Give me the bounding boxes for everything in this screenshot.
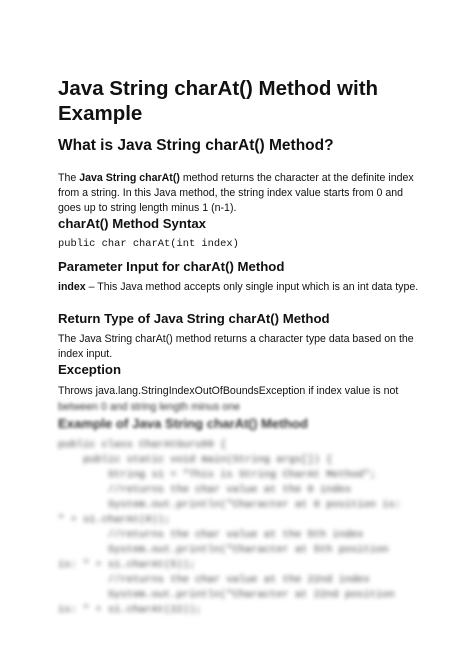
parameter-description: – This Java method accepts only single input which is an int data type. (85, 281, 419, 293)
code-line: " + s1.charAt(0)); (58, 514, 171, 526)
heading-example: Example of Java String charAt() Method (58, 416, 308, 431)
code-line: //returns the char value at the 0 index (58, 484, 352, 496)
code-line: is: " + s1.charAt(22)); (58, 604, 202, 616)
heading-return-type: Return Type of Java String charAt() Method (58, 311, 330, 326)
code-line: is: " + s1.charAt(5)); (58, 559, 196, 571)
code-line: //returns the char value at the 22nd index (58, 574, 370, 586)
code-line: //returns the char value at the 5th index (58, 529, 364, 541)
code-line: public class CharAtGuru99 { (58, 439, 227, 451)
code-line: String s1 = "This is String CharAt Method"; (58, 469, 377, 481)
paragraph-body: method returns the character at the definite index from a string. In this Java method, the string index value starts from 0 and goes up to string length minus 1 (n-1). (58, 172, 414, 215)
exception-line-1: Throws java.lang.StringIndexOutOfBoundsException if index value is not (58, 385, 399, 397)
paragraph-what-is (58, 171, 420, 217)
paragraph-bold-term: Java String charAt() (79, 172, 180, 184)
parameter-term: index (58, 281, 86, 293)
code-line: System.out.println("Character at 5th position (58, 544, 389, 556)
heading-what-is: What is Java String charAt() Method? (58, 137, 334, 154)
paragraph-prefix: The (58, 172, 80, 184)
heading-syntax: charAt() Method Syntax (58, 216, 207, 231)
syntax-code: public char charAt(int index) (58, 238, 239, 250)
page-title: Java String charAt() Method with Example (58, 77, 379, 125)
exception-line-2: between 0 and string length minus one (58, 401, 240, 413)
paragraph-return-type: The Java String charAt() method returns a character type data based on the index input. (58, 333, 414, 361)
code-line: public static void main(String args[]) { (58, 454, 333, 466)
code-line: System.out.println("Character at 22nd position (58, 589, 395, 601)
code-line: System.out.println("Character at 0 position is: (58, 499, 401, 511)
heading-parameter: Parameter Input for charAt() Method (58, 259, 285, 274)
paragraph-parameter (58, 280, 420, 295)
heading-exception: Exception (58, 362, 122, 377)
